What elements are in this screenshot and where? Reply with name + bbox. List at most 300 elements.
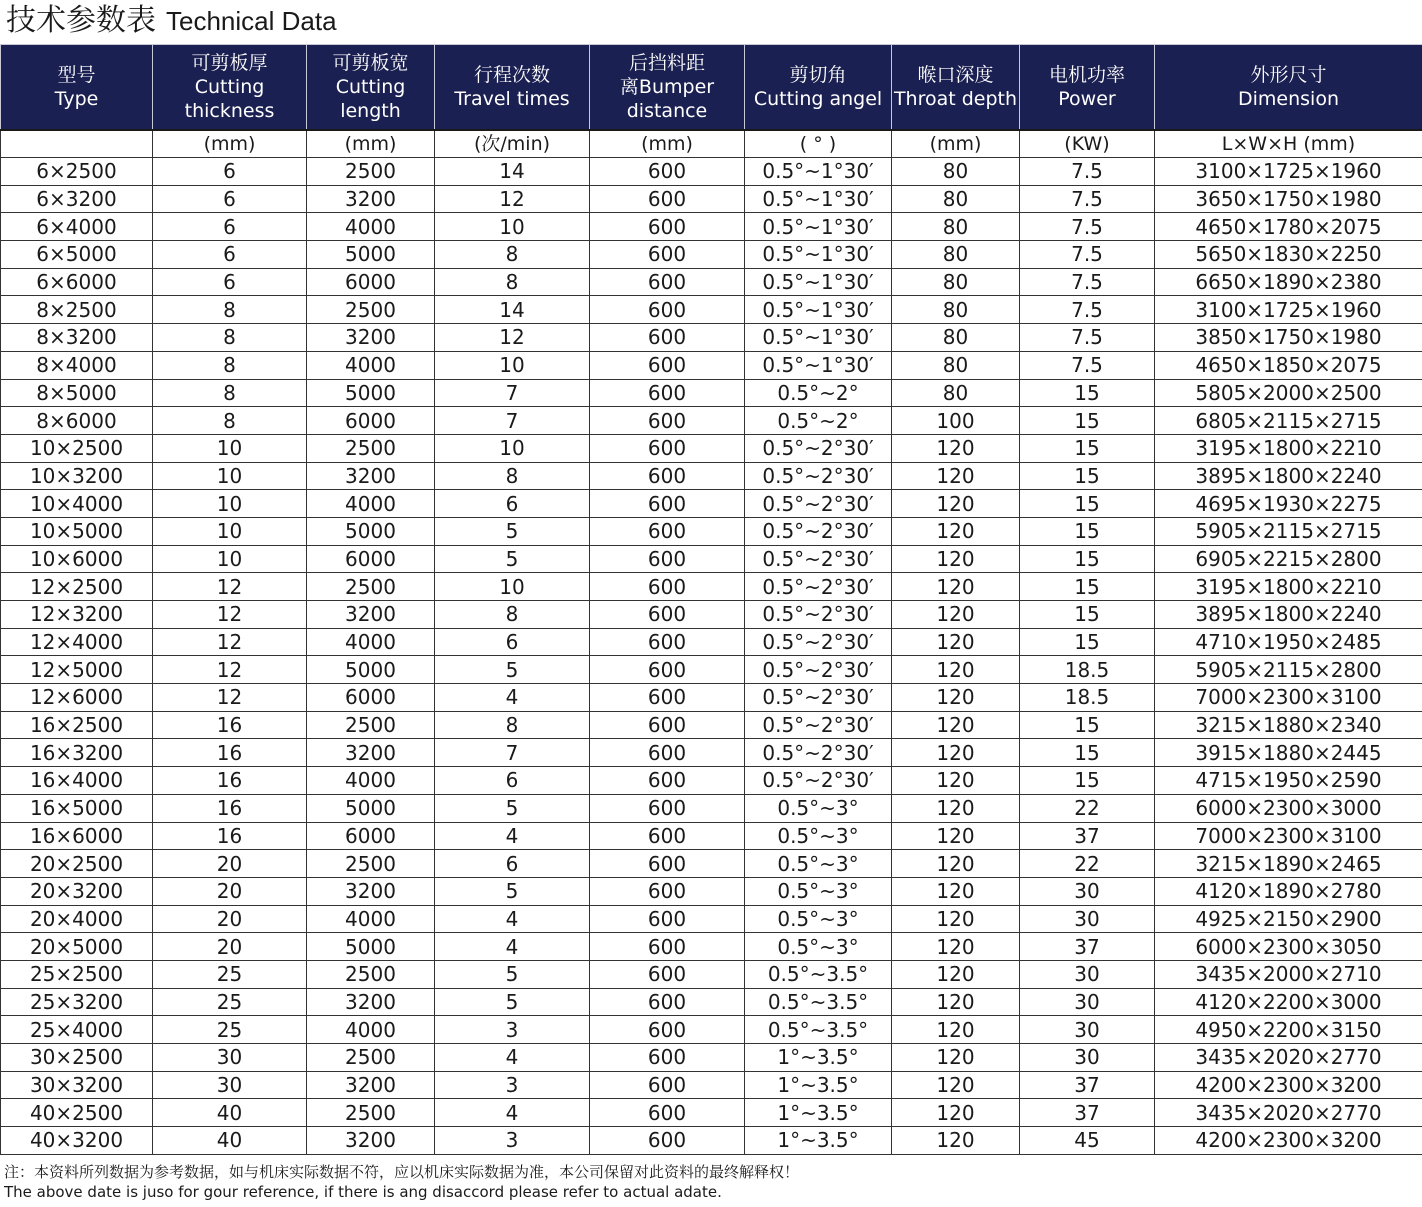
table-row	[1, 296, 1422, 324]
table-cell: 22	[1020, 850, 1155, 878]
table-cell: 6	[435, 490, 590, 518]
table-cell: 5805×2000×2500	[1155, 379, 1422, 407]
table-row	[1, 268, 1422, 296]
table-cell: 120	[892, 545, 1020, 573]
table-cell: 7	[435, 407, 590, 435]
table-cell: 600	[590, 905, 745, 933]
table-cell: 0.5°~2°30′	[745, 767, 892, 795]
table-cell: 8	[435, 268, 590, 296]
table-cell: 4200×2300×3200	[1155, 1127, 1422, 1155]
table-cell: 10	[153, 462, 307, 490]
table-cell: 0.5°~3°	[745, 933, 892, 961]
table-row	[1, 241, 1422, 269]
table-cell: 120	[892, 1071, 1020, 1099]
table-cell: 2500	[307, 434, 435, 462]
technical-data-table	[0, 44, 1422, 1155]
table-cell: 3215×1890×2465	[1155, 850, 1422, 878]
table-cell: 120	[892, 462, 1020, 490]
table-cell: 80	[892, 158, 1020, 186]
table-row	[1, 905, 1422, 933]
table-cell: 0.5°~3.5°	[745, 1016, 892, 1044]
table-cell: 8	[153, 407, 307, 435]
table-cell: 5000	[307, 656, 435, 684]
table-cell: 0.5°~2°30′	[745, 490, 892, 518]
column-header-en: Cutting thickness	[184, 76, 275, 122]
column-unit: (mm)	[892, 130, 1020, 158]
table-cell: 15	[1020, 601, 1155, 629]
table-cell: 120	[892, 794, 1020, 822]
table-cell: 12×3200	[1, 601, 153, 629]
table-cell: 0.5°~3.5°	[745, 988, 892, 1016]
table-cell: 3100×1725×1960	[1155, 158, 1422, 186]
table-cell: 30	[1020, 988, 1155, 1016]
table-cell: 7000×2300×3100	[1155, 822, 1422, 850]
table-cell: 600	[590, 822, 745, 850]
table-cell: 30	[1020, 960, 1155, 988]
table-cell: 3435×2000×2710	[1155, 960, 1422, 988]
table-cell: 3	[435, 1016, 590, 1044]
table-cell: 18.5	[1020, 684, 1155, 712]
table-cell: 600	[590, 933, 745, 961]
table-cell: 30	[1020, 877, 1155, 905]
table-cell: 8	[153, 351, 307, 379]
table-cell: 0.5°~1°30′	[745, 268, 892, 296]
table-cell: 37	[1020, 1071, 1155, 1099]
table-cell: 37	[1020, 933, 1155, 961]
table-cell: 6×3200	[1, 185, 153, 213]
column-unit: (KW)	[1020, 130, 1155, 158]
table-cell: 120	[892, 1099, 1020, 1127]
table-cell: 12	[153, 573, 307, 601]
table-cell: 7.5	[1020, 351, 1155, 379]
column-header	[307, 45, 435, 131]
table-cell: 10	[435, 351, 590, 379]
table-cell: 8	[435, 241, 590, 269]
table-cell: 8×3200	[1, 324, 153, 352]
table-cell: 20	[153, 905, 307, 933]
column-unit	[1, 130, 153, 158]
column-header-cn: 外形尺寸	[1250, 64, 1327, 86]
table-row	[1, 1044, 1422, 1072]
column-header-cn: 喉口深度	[917, 64, 994, 86]
table-cell: 600	[590, 1071, 745, 1099]
table-cell: 600	[590, 767, 745, 795]
table-cell: 600	[590, 739, 745, 767]
table-cell: 120	[892, 1044, 1020, 1072]
table-row	[1, 739, 1422, 767]
table-cell: 30	[1020, 1016, 1155, 1044]
table-cell: 30	[1020, 1044, 1155, 1072]
table-row	[1, 213, 1422, 241]
table-cell: 20×3200	[1, 877, 153, 905]
table-cell: 4200×2300×3200	[1155, 1071, 1422, 1099]
table-cell: 20	[153, 933, 307, 961]
table-cell: 15	[1020, 490, 1155, 518]
table-cell: 120	[892, 628, 1020, 656]
table-cell: 5	[435, 545, 590, 573]
table-cell: 2500	[307, 573, 435, 601]
table-cell: 10×5000	[1, 517, 153, 545]
table-cell: 0.5°~2°30′	[745, 434, 892, 462]
table-cell: 0.5°~1°30′	[745, 296, 892, 324]
table-cell: 0.5°~1°30′	[745, 158, 892, 186]
table-cell: 6000	[307, 684, 435, 712]
table-cell: 120	[892, 822, 1020, 850]
table-cell: 0.5°~2°30′	[745, 684, 892, 712]
table-cell: 3200	[307, 739, 435, 767]
column-unit: ( ° )	[745, 130, 892, 158]
table-cell: 600	[590, 517, 745, 545]
table-row	[1, 1016, 1422, 1044]
table-cell: 20	[153, 877, 307, 905]
table-cell: 80	[892, 296, 1020, 324]
table-cell: 45	[1020, 1127, 1155, 1155]
table-cell: 3895×1800×2240	[1155, 601, 1422, 629]
table-cell: 30	[1020, 905, 1155, 933]
table-cell: 0.5°~3°	[745, 794, 892, 822]
table-cell: 7.5	[1020, 241, 1155, 269]
table-cell: 12×5000	[1, 656, 153, 684]
table-cell: 16	[153, 822, 307, 850]
table-cell: 0.5°~1°30′	[745, 213, 892, 241]
table-row	[1, 573, 1422, 601]
table-row	[1, 988, 1422, 1016]
table-cell: 600	[590, 351, 745, 379]
table-cell: 2500	[307, 296, 435, 324]
table-header-row	[1, 45, 1422, 131]
table-cell: 3915×1880×2445	[1155, 739, 1422, 767]
table-cell: 30×3200	[1, 1071, 153, 1099]
table-cell: 20×5000	[1, 933, 153, 961]
table-cell: 6×4000	[1, 213, 153, 241]
table-cell: 600	[590, 213, 745, 241]
table-cell: 8	[153, 324, 307, 352]
table-row	[1, 933, 1422, 961]
table-cell: 22	[1020, 794, 1155, 822]
table-cell: 15	[1020, 573, 1155, 601]
table-cell: 120	[892, 988, 1020, 1016]
table-cell: 6000	[307, 407, 435, 435]
table-cell: 120	[892, 767, 1020, 795]
table-cell: 5000	[307, 241, 435, 269]
table-cell: 120	[892, 960, 1020, 988]
table-cell: 3100×1725×1960	[1155, 296, 1422, 324]
table-cell: 4000	[307, 767, 435, 795]
table-cell: 40	[153, 1099, 307, 1127]
table-cell: 5	[435, 794, 590, 822]
table-cell: 80	[892, 351, 1020, 379]
table-cell: 4	[435, 1044, 590, 1072]
table-cell: 15	[1020, 767, 1155, 795]
table-cell: 5905×2115×2800	[1155, 656, 1422, 684]
table-cell: 120	[892, 877, 1020, 905]
footnote-cn: 注：本资料所列数据为参考数据，如与机床实际数据不符，应以机床实际数据为准，本公司保留对此资料的最终解释权！	[4, 1163, 800, 1181]
table-cell: 10	[153, 545, 307, 573]
table-cell: 1°~3.5°	[745, 1044, 892, 1072]
table-cell: 15	[1020, 711, 1155, 739]
table-cell: 15	[1020, 407, 1155, 435]
table-cell: 10×6000	[1, 545, 153, 573]
table-cell: 16×5000	[1, 794, 153, 822]
table-cell: 6000	[307, 545, 435, 573]
table-cell: 7.5	[1020, 185, 1155, 213]
table-cell: 20×4000	[1, 905, 153, 933]
table-cell: 4000	[307, 628, 435, 656]
table-cell: 7.5	[1020, 158, 1155, 186]
table-cell: 6000×2300×3000	[1155, 794, 1422, 822]
table-row	[1, 462, 1422, 490]
table-cell: 10	[153, 517, 307, 545]
table-cell: 600	[590, 1044, 745, 1072]
table-cell: 15	[1020, 517, 1155, 545]
table-cell: 120	[892, 850, 1020, 878]
table-cell: 7.5	[1020, 296, 1155, 324]
table-cell: 16	[153, 711, 307, 739]
table-cell: 600	[590, 794, 745, 822]
table-cell: 0.5°~1°30′	[745, 241, 892, 269]
table-cell: 12	[153, 601, 307, 629]
table-cell: 4	[435, 684, 590, 712]
table-cell: 600	[590, 877, 745, 905]
column-header	[435, 45, 590, 131]
table-cell: 3195×1800×2210	[1155, 573, 1422, 601]
table-cell: 25	[153, 1016, 307, 1044]
table-cell: 600	[590, 684, 745, 712]
table-cell: 600	[590, 850, 745, 878]
table-cell: 6	[435, 850, 590, 878]
table-cell: 80	[892, 379, 1020, 407]
table-cell: 8	[435, 711, 590, 739]
table-row	[1, 794, 1422, 822]
table-cell: 600	[590, 407, 745, 435]
table-cell: 8	[435, 462, 590, 490]
column-header-cn: 可剪板厚	[191, 52, 268, 74]
table-cell: 5000	[307, 794, 435, 822]
table-cell: 25×4000	[1, 1016, 153, 1044]
column-header	[1155, 45, 1422, 131]
table-cell: 4000	[307, 905, 435, 933]
table-row	[1, 877, 1422, 905]
table-cell: 600	[590, 296, 745, 324]
table-row	[1, 351, 1422, 379]
table-cell: 0.5°~2°30′	[745, 545, 892, 573]
table-cell: 14	[435, 158, 590, 186]
table-cell: 12×2500	[1, 573, 153, 601]
table-row	[1, 1071, 1422, 1099]
table-cell: 120	[892, 601, 1020, 629]
table-cell: 3	[435, 1071, 590, 1099]
column-header-cn: 型号	[57, 64, 96, 86]
table-cell: 600	[590, 379, 745, 407]
table-cell: 120	[892, 1127, 1020, 1155]
table-cell: 25×2500	[1, 960, 153, 988]
table-cell: 10	[153, 434, 307, 462]
table-row	[1, 1127, 1422, 1155]
table-row	[1, 158, 1422, 186]
table-cell: 4950×2200×3150	[1155, 1016, 1422, 1044]
table-cell: 7.5	[1020, 213, 1155, 241]
table-cell: 2500	[307, 1099, 435, 1127]
table-cell: 3850×1750×1980	[1155, 324, 1422, 352]
table-cell: 4	[435, 1099, 590, 1127]
table-cell: 80	[892, 268, 1020, 296]
table-cell: 3200	[307, 601, 435, 629]
table-cell: 3215×1880×2340	[1155, 711, 1422, 739]
table-cell: 1°~3.5°	[745, 1127, 892, 1155]
table-cell: 40×2500	[1, 1099, 153, 1127]
table-body	[1, 158, 1422, 1155]
table-cell: 8×2500	[1, 296, 153, 324]
table-cell: 600	[590, 1099, 745, 1127]
table-cell: 0.5°~2°	[745, 379, 892, 407]
table-cell: 4000	[307, 490, 435, 518]
page-title-en: Technical Data	[166, 6, 337, 36]
table-cell: 0.5°~1°30′	[745, 324, 892, 352]
column-header-cn: 可剪板宽	[332, 52, 409, 74]
table-cell: 3200	[307, 185, 435, 213]
table-cell: 5000	[307, 933, 435, 961]
table-cell: 0.5°~1°30′	[745, 185, 892, 213]
table-cell: 4	[435, 822, 590, 850]
table-cell: 40	[153, 1127, 307, 1155]
table-row	[1, 517, 1422, 545]
table-row	[1, 324, 1422, 352]
table-cell: 12	[153, 656, 307, 684]
table-cell: 15	[1020, 739, 1155, 767]
table-cell: 12×6000	[1, 684, 153, 712]
table-cell: 7	[435, 379, 590, 407]
table-cell: 0.5°~2°	[745, 407, 892, 435]
footnote	[4, 1162, 1404, 1202]
table-cell: 0.5°~2°30′	[745, 517, 892, 545]
table-cell: 6×6000	[1, 268, 153, 296]
table-cell: 600	[590, 434, 745, 462]
column-header-en: 离Bumper distance	[619, 76, 715, 122]
table-cell: 4925×2150×2900	[1155, 905, 1422, 933]
table-cell: 600	[590, 185, 745, 213]
table-cell: 10	[153, 490, 307, 518]
table-cell: 4	[435, 933, 590, 961]
table-cell: 600	[590, 324, 745, 352]
column-unit: (次/min)	[435, 130, 590, 158]
table-cell: 12	[153, 628, 307, 656]
table-cell: 4	[435, 905, 590, 933]
table-cell: 0.5°~3°	[745, 822, 892, 850]
table-cell: 0.5°~3.5°	[745, 960, 892, 988]
table-cell: 3200	[307, 988, 435, 1016]
column-header-en: Travel times	[454, 88, 570, 110]
table-cell: 25	[153, 960, 307, 988]
table-cell: 4650×1780×2075	[1155, 213, 1422, 241]
table-cell: 600	[590, 1016, 745, 1044]
table-cell: 600	[590, 960, 745, 988]
table-cell: 37	[1020, 822, 1155, 850]
table-cell: 10×2500	[1, 434, 153, 462]
table-cell: 120	[892, 684, 1020, 712]
table-cell: 12	[435, 185, 590, 213]
table-cell: 100	[892, 407, 1020, 435]
table-cell: 600	[590, 601, 745, 629]
table-cell: 120	[892, 434, 1020, 462]
table-cell: 0.5°~1°30′	[745, 351, 892, 379]
table-cell: 37	[1020, 1099, 1155, 1127]
table-row	[1, 850, 1422, 878]
table-cell: 80	[892, 324, 1020, 352]
table-row	[1, 407, 1422, 435]
table-cell: 4120×2200×3000	[1155, 988, 1422, 1016]
table-cell: 120	[892, 711, 1020, 739]
table-cell: 2500	[307, 1044, 435, 1072]
table-cell: 4715×1950×2590	[1155, 767, 1422, 795]
table-cell: 4120×1890×2780	[1155, 877, 1422, 905]
table-cell: 15	[1020, 462, 1155, 490]
table-cell: 0.5°~2°30′	[745, 573, 892, 601]
column-header-en: Dimension	[1238, 88, 1339, 110]
column-header	[892, 45, 1020, 131]
table-cell: 25×3200	[1, 988, 153, 1016]
column-header-en: Throat depth	[893, 88, 1018, 110]
table-cell: 600	[590, 573, 745, 601]
table-row	[1, 684, 1422, 712]
table-cell: 4695×1930×2275	[1155, 490, 1422, 518]
table-cell: 6805×2115×2715	[1155, 407, 1422, 435]
table-row	[1, 1099, 1422, 1127]
table-cell: 2500	[307, 850, 435, 878]
table-cell: 3200	[307, 1127, 435, 1155]
table-cell: 16×2500	[1, 711, 153, 739]
table-units-row	[1, 130, 1422, 158]
table-cell: 2500	[307, 711, 435, 739]
table-cell: 4650×1850×2075	[1155, 351, 1422, 379]
table-cell: 600	[590, 1127, 745, 1155]
column-unit: (mm)	[590, 130, 745, 158]
table-cell: 5	[435, 656, 590, 684]
table-cell: 10	[435, 213, 590, 241]
table-cell: 3435×2020×2770	[1155, 1044, 1422, 1072]
table-cell: 20	[153, 850, 307, 878]
table-cell: 16×3200	[1, 739, 153, 767]
table-cell: 18.5	[1020, 656, 1155, 684]
table-row	[1, 711, 1422, 739]
table-cell: 10	[435, 573, 590, 601]
table-cell: 3650×1750×1980	[1155, 185, 1422, 213]
table-cell: 600	[590, 988, 745, 1016]
table-cell: 8×5000	[1, 379, 153, 407]
table-row	[1, 822, 1422, 850]
table-cell: 600	[590, 711, 745, 739]
table-cell: 600	[590, 545, 745, 573]
table-cell: 6	[435, 767, 590, 795]
table-row	[1, 628, 1422, 656]
table-cell: 5	[435, 517, 590, 545]
table-cell: 15	[1020, 379, 1155, 407]
page-title-cn: 技术参数表	[6, 3, 156, 38]
table-cell: 0.5°~3°	[745, 905, 892, 933]
table-cell: 3200	[307, 877, 435, 905]
table-cell: 4000	[307, 351, 435, 379]
table-cell: 8	[153, 296, 307, 324]
table-cell: 0.5°~2°30′	[745, 601, 892, 629]
table-cell: 3200	[307, 1071, 435, 1099]
table-cell: 120	[892, 1016, 1020, 1044]
page-title	[6, 2, 337, 42]
table-cell: 6000	[307, 822, 435, 850]
table-cell: 7.5	[1020, 268, 1155, 296]
column-header-en: Power	[1058, 88, 1116, 110]
table-cell: 120	[892, 573, 1020, 601]
column-header-cn: 剪切角	[789, 64, 847, 86]
table-cell: 5000	[307, 379, 435, 407]
